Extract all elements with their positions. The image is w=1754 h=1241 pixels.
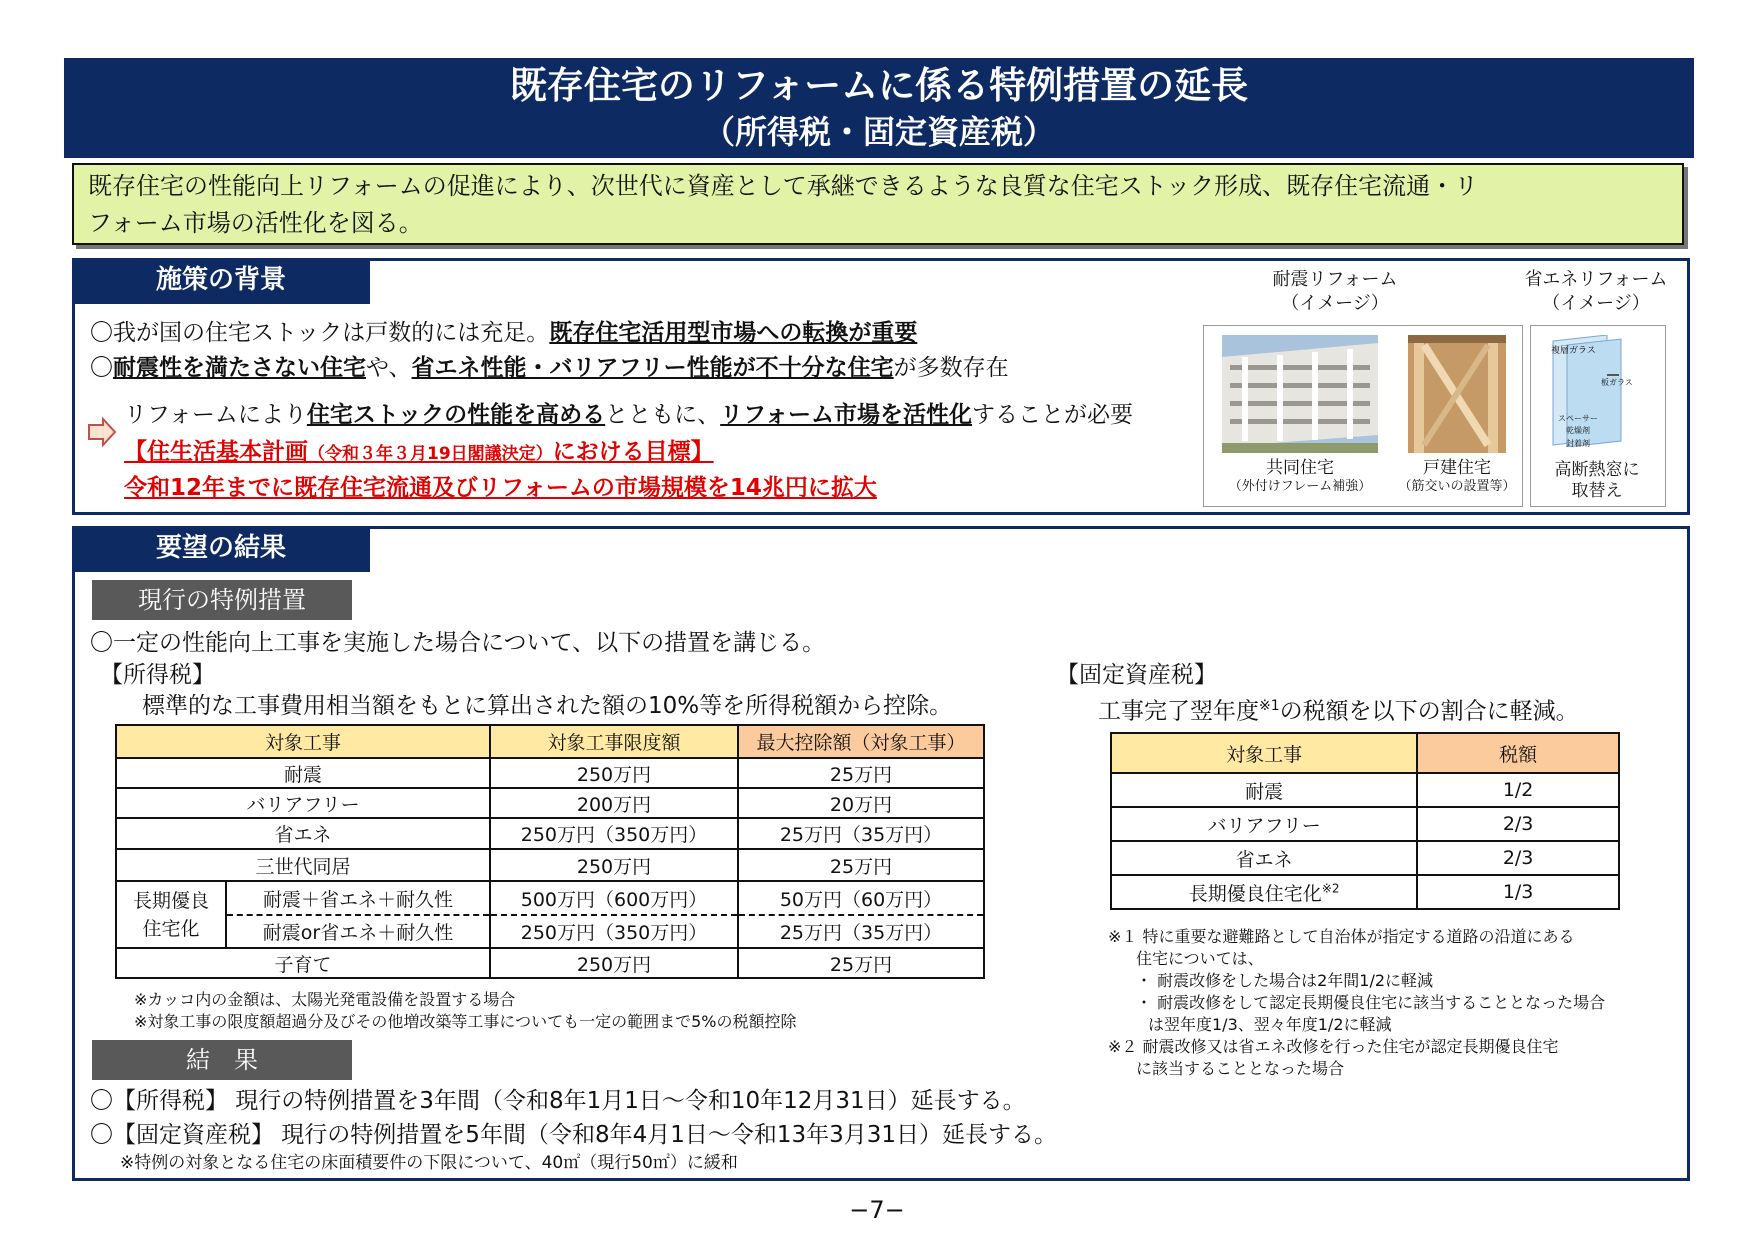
outcome-tab: 結 果 xyxy=(92,1040,352,1080)
table-cell xyxy=(1111,875,1417,909)
table-cell: 省エネ xyxy=(1111,841,1417,875)
property-tax-heading: 【固定資産税】 xyxy=(1056,662,1217,688)
table-cell: 250万円（350万円） xyxy=(490,915,738,948)
table-cell: 子育て xyxy=(116,948,490,978)
table-cell: 25万円 xyxy=(738,758,984,788)
point1-text: 〇我が国の住宅ストックは戸数的には充足。 xyxy=(90,320,550,346)
house-caption-1: 戸建住宅 xyxy=(1423,458,1491,478)
table-cell: 25万円（35万円） xyxy=(738,818,984,849)
table-cell: 耐震＋省エネ＋耐久性 xyxy=(226,881,490,915)
window-caption-1: 高断熱窓に xyxy=(1554,460,1640,480)
table-cell: 25万円 xyxy=(738,948,984,978)
table-cell: バリアフリー xyxy=(116,788,490,818)
table-cell: 耐震or省エネ＋耐久性 xyxy=(226,915,490,948)
table-cell: 25万円 xyxy=(738,849,984,881)
table-cell: 250万円 xyxy=(490,849,738,881)
table-cell: 2/3 xyxy=(1417,841,1619,875)
apartment-caption-1: 共同住宅 xyxy=(1266,458,1334,478)
goal-heading xyxy=(124,435,714,471)
window-caption xyxy=(1530,460,1664,502)
energy-image-title-1: 省エネリフォーム xyxy=(1524,269,1668,290)
property-note-5: は翌年度1/3、翌々年度1/2に軽減 xyxy=(1148,1015,1392,1034)
group-label-2: 住宅化 xyxy=(142,917,200,940)
table-row xyxy=(116,818,984,849)
table-cell: 耐震 xyxy=(1111,773,1417,807)
glass-label-3: スペーサー xyxy=(1558,414,1598,423)
background-point-3 xyxy=(124,398,1133,432)
glass-label-1: 複層ガラス xyxy=(1551,346,1596,356)
table-row xyxy=(116,788,984,818)
outcome-note: ※特例の対象となる住宅の床面積要件の下限について、40㎡（現行50㎡）に緩和 xyxy=(120,1153,738,1173)
table-row xyxy=(116,881,984,915)
property-note-1: ※１ 特に重要な避難路として自治体が指定する道路の沿道にある xyxy=(1108,927,1575,946)
table-cell: 省エネ xyxy=(116,818,490,849)
point3-emphasis-b: リフォーム市場を活性化 xyxy=(720,402,973,428)
page-number: −7− xyxy=(849,1196,905,1224)
lead-line2: フォーム市場の活性化を図る。 xyxy=(88,209,423,237)
point2-emphasis-a: 耐震性を満たさない住宅 xyxy=(113,355,366,381)
goal-heading-date: （令和３年３月19日閣議決定） xyxy=(308,444,553,464)
table-cell: 50万円（60万円） xyxy=(738,881,984,915)
table-cell: 三世代同居 xyxy=(116,849,490,881)
table-cell: 25万円（35万円） xyxy=(738,915,984,948)
table-cell: 耐震 xyxy=(116,758,490,788)
table-row xyxy=(1111,841,1619,875)
table-cell: 250万円（350万円） xyxy=(490,818,738,849)
page-subtitle: （所得税・固定資産税） xyxy=(702,113,1055,151)
income-tax-heading: 【所得税】 xyxy=(100,662,215,688)
property-desc-b: の税額を以下の割合に軽減。 xyxy=(1279,698,1579,725)
point3-text-b: とともに、 xyxy=(605,402,721,428)
long-term-label: 長期優良住宅化 xyxy=(1188,882,1322,905)
house-caption xyxy=(1390,458,1524,496)
property-note-3: ・ 耐震改修をした場合は2年間1/2に軽減 xyxy=(1136,971,1434,990)
house-caption-2: （筋交いの設置等） xyxy=(1398,479,1516,494)
table-cell: 250万円 xyxy=(490,948,738,978)
seismic-image-title xyxy=(1260,268,1410,316)
point3-text-c: することが必要 xyxy=(972,402,1134,428)
point2-text-a: や、 xyxy=(366,355,412,381)
current-measure-tab: 現行の特例措置 xyxy=(92,580,352,620)
income-note-2: ※対象工事の限度額超過分及びその他増改築等工事についても一定の範囲まで5%の税額控除 xyxy=(134,1012,797,1031)
table-cell: 500万円（600万円） xyxy=(490,881,738,915)
lead-line1: 既存住宅の性能向上リフォームの促進により、次世代に資産として承継できるような良質な住宅ストック形成、既存住宅流通・リ xyxy=(88,172,1479,200)
table-row xyxy=(116,948,984,978)
glass-label-5: 封着剤 xyxy=(1566,439,1590,448)
title-banner xyxy=(64,58,1694,158)
result-tab: 要望の結果 xyxy=(72,526,370,572)
property-col-header-work: 対象工事 xyxy=(1111,733,1417,773)
point1-emphasis: 既存住宅活用型市場への転換が重要 xyxy=(549,320,918,346)
income-col-header-limit: 対象工事限度額 xyxy=(490,725,738,758)
property-tax-table xyxy=(1110,732,1620,910)
right-arrow-icon xyxy=(87,417,117,447)
table-row xyxy=(116,915,984,948)
apartment-caption-2: （外付けフレーム補強） xyxy=(1228,479,1372,494)
point3-emphasis-a: 住宅ストックの性能を高める xyxy=(306,402,606,428)
property-desc-sup: ※1 xyxy=(1259,698,1280,714)
goal-heading-a: 【住生活基本計画 xyxy=(124,439,308,465)
property-desc-a: 工事完了翌年度 xyxy=(1098,698,1259,725)
point3-text-a: リフォームにより xyxy=(124,402,307,428)
background-point-2 xyxy=(90,351,1009,385)
property-note-7: に該当することとなった場合 xyxy=(1136,1059,1345,1078)
background-tab: 施策の背景 xyxy=(72,258,370,304)
glass-label-2: 板ガラス xyxy=(1601,378,1633,387)
window-caption-2: 取替え xyxy=(1571,481,1623,501)
income-tax-table xyxy=(115,724,985,979)
property-col-header-rate: 税額 xyxy=(1417,733,1619,773)
table-cell: 250万円 xyxy=(490,758,738,788)
background-point-1 xyxy=(90,316,917,350)
apartment-caption xyxy=(1222,458,1378,496)
seismic-image-title-2: （イメージ） xyxy=(1281,293,1389,314)
goal-text: 令和12年までに既存住宅流通及びリフォームの市場規模を14兆円に拡大 xyxy=(124,475,877,501)
energy-image-title xyxy=(1506,268,1686,316)
table-cell: 200万円 xyxy=(490,788,738,818)
table-cell: 2/3 xyxy=(1417,807,1619,841)
income-col-header-max: 最大控除額（対象工事） xyxy=(738,725,984,758)
property-tax-desc xyxy=(1098,689,1579,729)
table-row xyxy=(1111,773,1619,807)
point2-bullet: 〇 xyxy=(90,355,113,381)
table-cell: 1/2 xyxy=(1417,773,1619,807)
page-title: 既存住宅のリフォームに係る特例措置の延長 xyxy=(509,64,1249,107)
table-cell: 20万円 xyxy=(738,788,984,818)
table-cell: 1/3 xyxy=(1417,875,1619,909)
table-cell: バリアフリー xyxy=(1111,807,1417,841)
outcome-property: 〇【固定資産税】 現行の特例措置を5年間（令和8年4月1日～令和13年3月31日）延長する。 xyxy=(90,1122,1058,1148)
lead-box xyxy=(72,163,1684,245)
energy-image-title-2: （イメージ） xyxy=(1542,293,1650,314)
point2-text-b: が多数存在 xyxy=(893,355,1009,381)
goal-heading-b: における目標】 xyxy=(552,439,714,465)
income-tax-desc: 標準的な工事費用相当額をもとに算出された額の10%等を所得税額から控除。 xyxy=(142,693,953,719)
property-note-6: ※２ 耐震改修又は省エネ改修を行った住宅が認定長期優良住宅 xyxy=(1108,1037,1559,1056)
group-label-1: 長期優良 xyxy=(132,889,209,912)
income-note-1: ※カッコ内の金額は、太陽光発電設備を設置する場合 xyxy=(134,990,516,1009)
table-row xyxy=(1111,807,1619,841)
outcome-income: 〇【所得税】 現行の特例措置を3年間（令和8年1月1日～令和10年12月31日）延長する。 xyxy=(90,1088,1026,1114)
income-col-header-work: 対象工事 xyxy=(116,725,490,758)
table-row xyxy=(116,758,984,788)
long-term-sup: ※2 xyxy=(1321,881,1340,896)
point2-emphasis-b: 省エネ性能・バリアフリー性能が不十分な住宅 xyxy=(411,355,894,381)
glass-label-4: 乾燥剤 xyxy=(1566,426,1590,435)
house-frame-photo xyxy=(1408,335,1506,453)
group-label-cell xyxy=(116,881,226,948)
table-row xyxy=(1111,875,1619,909)
apartment-photo xyxy=(1222,335,1378,453)
result-intro: 〇一定の性能向上工事を実施した場合について、以下の措置を講じる。 xyxy=(90,630,826,656)
property-note-2: 住宅については、 xyxy=(1136,949,1264,968)
seismic-image-title-1: 耐震リフォーム xyxy=(1272,269,1398,290)
property-note-4: ・ 耐震改修をして認定長期優良住宅に該当することとなった場合 xyxy=(1136,993,1606,1012)
table-row xyxy=(116,849,984,881)
